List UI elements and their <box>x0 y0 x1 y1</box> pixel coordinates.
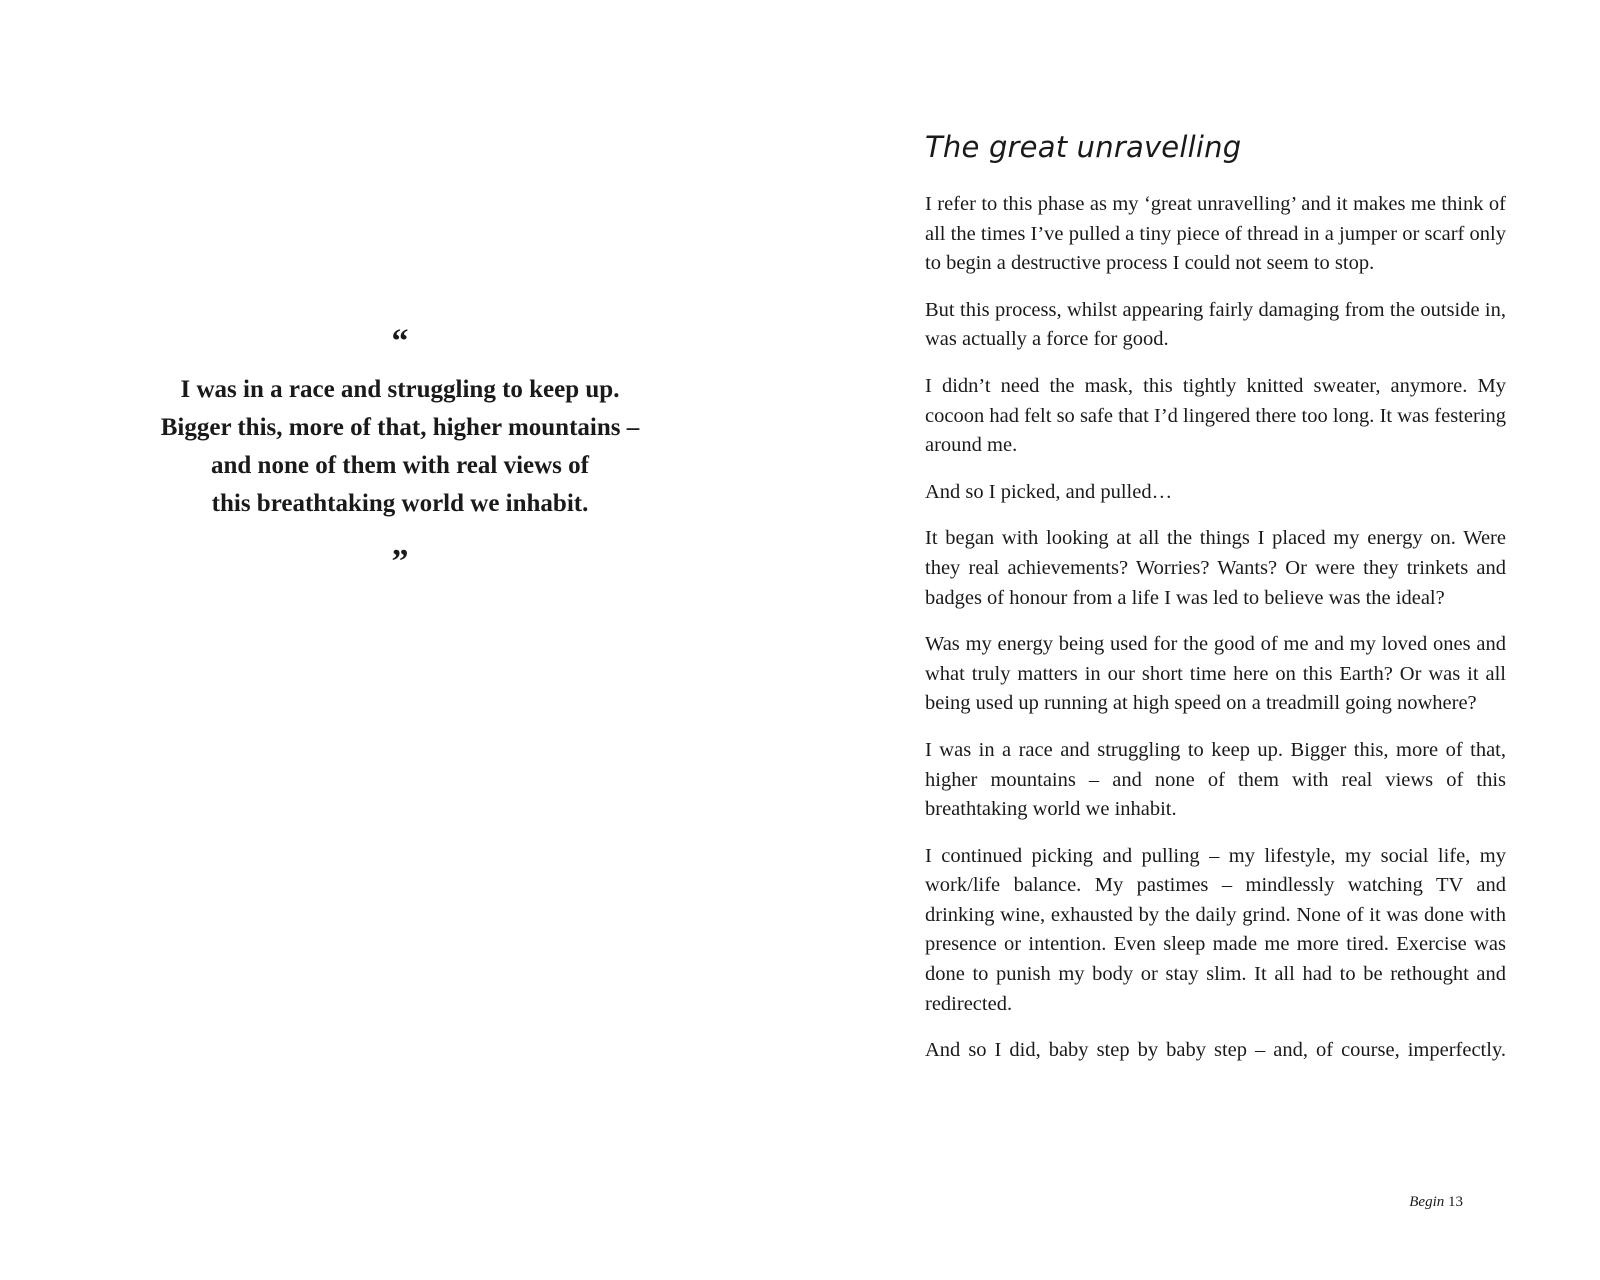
paragraph: But this process, whilst appearing fairly damaging from the outside in, was actually a force for good. <box>925 298 1506 351</box>
pull-quote-line: Bigger this, more of that, higher mountains – <box>160 414 640 441</box>
paragraph: I refer to this phase as my ‘great unravelling’ and it makes me think of all the times I’ve pulled a tiny piece of thread in a jumper or scarf only to begin a destructive process I could not seem to stop. <box>925 193 1506 275</box>
pull-quote-line: and none of them with real views of <box>210 452 589 479</box>
paragraph: I was in a race and struggling to keep up. Bigger this, more of that, higher mountains – and none of them with real views of this breathtaking world we inhabit. <box>925 738 1506 821</box>
running-head: Begin <box>1409 1194 1445 1210</box>
right-page <box>800 0 1600 1280</box>
close-quote-mark: ” <box>391 543 409 580</box>
paragraph: Was my energy being used for the good of me and my loved ones and what truly matters in our short time here on this Earth? Or was it all being used up running at high speed on a treadmill going nowhere? <box>925 633 1506 715</box>
paragraph: And so I picked, and pulled… <box>925 480 1173 503</box>
paragraph: I continued picking and pulling – my lifestyle, my social life, my work/life balance. My pastimes – mindlessly watching TV and drinking wine, exhausted by the daily grind. None of it was done with presence or intention. Even sleep made me more tired. Exercise was done to punish my body or stay slim. It all had to be rethought and redirected. <box>925 844 1506 1015</box>
paragraph: It began with looking at all the things I placed my energy on. Were they real achievements? Worries? Wants? Or were they trinkets and badges of honour from a life I was led to believe was the ideal? <box>925 527 1506 609</box>
paragraph: I didn’t need the mask, this tightly knitted sweater, anymore. My cocoon had felt so safe that I’d lingered there too long. It was festering around me. <box>925 374 1506 457</box>
open-quote-mark: “ <box>391 323 409 360</box>
paragraph: And so I did, baby step by baby step – and, of course, imperfectly. <box>925 1039 1506 1062</box>
section-title: The great unravelling <box>925 130 1242 164</box>
pull-quote-line: I was in a race and struggling to keep up. <box>180 376 620 403</box>
pull-quote <box>130 325 670 579</box>
body-text <box>925 190 1506 1083</box>
pull-quote-text <box>130 371 670 523</box>
page-number: 13 <box>1448 1194 1463 1210</box>
page-footer <box>1409 1194 1463 1211</box>
pull-quote-line: this breathtaking world we inhabit. <box>211 490 589 517</box>
